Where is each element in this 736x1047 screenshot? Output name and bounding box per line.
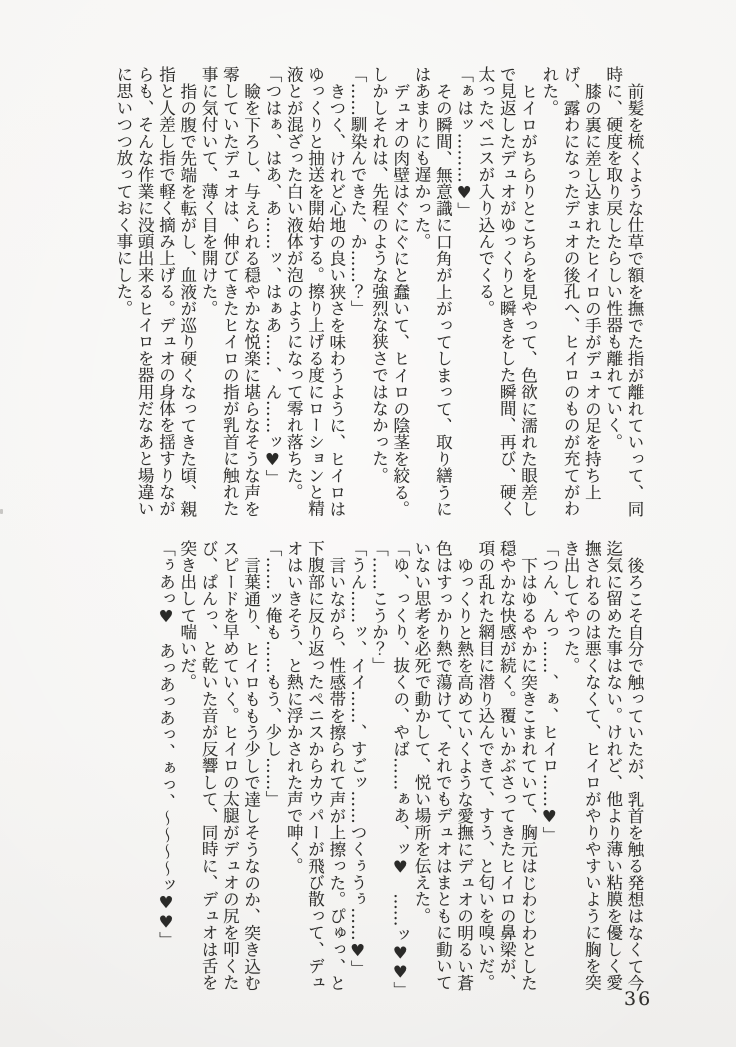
text-paragraph: ヒイロがちらりとこちらを見やって、色欲に濡れた眼差しで見返したデュオがゆっくりと瞬きをした瞬間、再び、硬く太ったペニスが入り込んでくる。 (475, 66, 538, 517)
text-paragraph: 「……こうか？」 (369, 540, 389, 674)
text-paragraph: 下はゆるやかに突きこまれていて、胸元はじわじわとした穏やかな快感が続く。覆いかぶさってきたヒイロの鼻梁が、項の乱れた網目に潜り込んできて、すう、と匂いを嗅いだ。 (475, 540, 538, 991)
text-paragraph: デュオの肉壁はぐにぐにと蠢いて、ヒイロの陰茎を絞る。しかしそれは、先程のような強烈な狭さではなかった。 (369, 66, 410, 517)
text-paragraph: 「ぅあっ♥ あっあっあっ、ぁっ、～～～～ッ♥♥」 (156, 540, 176, 949)
text-paragraph: 「……ッ俺も……もう、少し……」 (262, 540, 282, 808)
text-paragraph: 言葉通り、ヒイロももう少しで達しそうなのか、突き込むスピードを早めていく。ヒイロの太腿がデュオの尻を叩くたび、ぱんっ、と乾いた音が反響して、同時に、デュオは舌を突き出して喘いだ。 (177, 540, 261, 991)
text-paragraph: 「うん……ッ、イイ……、すごッ……つくぅうぅ……♥」 (348, 540, 368, 977)
page-number: 36 (624, 988, 653, 1010)
text-paragraph: 指の腹で先端を転がし、血液が巡り硬くなってきた頃、親指と人差し指で軽く摘み上げる。デュオの身体を揺すりながらも、そんな作業に没頭出来るヒイロを器用だなあと場違いに思いつつ放っておく事にした。 (113, 66, 197, 517)
text-paragraph: 「ゆ、っくり、抜くの、やば……ぁあ、ッ♥ ……ッ♥♥」 (390, 540, 410, 999)
text-paragraph: 瞼を下ろし、与えられる穏やかな悦楽に堪らなそうな声を零していたデュオは、伸びてきたヒイロの指が乳首に触れた事に気付いて、薄く目を開けた。 (199, 66, 261, 517)
text-paragraph: 「……馴染んできた、か……？」 (348, 66, 368, 317)
text-paragraph: 言いながら、性感帯を擦られて声が上擦った。ぴゅっ、と下腹部に反り返ったペニスからカウパーが飛び散って、デュオはいきそう、と熱に浮かされた声で呻く。 (284, 540, 346, 991)
text-paragraph: 「つん、んっ……、ぁ、ヒイロ……♥」 (539, 540, 559, 844)
scan-artifact (0, 509, 3, 514)
vertical-text-band-top (113, 66, 645, 518)
text-paragraph: その瞬間、無意識に口角が上がってしまって、取り繕うにはあまりにも遅かった。 (412, 66, 453, 517)
text-paragraph: 「ぁはッ………♥」 (454, 66, 474, 219)
text-paragraph: 「つはぁ、はあ、あ……ッ、はぁあ……、ん……ッ♥」 (262, 66, 282, 486)
text-paragraph: 膝の裏に差し込まれたヒイロの手がデュオの足を持ち上げ、露わになったデュオの後孔へ、ヒイロのものが充てがわれた。 (539, 66, 602, 517)
vertical-text-band-bottom (155, 540, 645, 999)
text-paragraph: 後ろこそ自分で触っていたが、乳首を触る発想はなくて今迄気に留めた事はない。けれど、他より薄い粘膜を優しく愛撫されるのは悪くなくて、ヒイロがやりやすいように胸を突き出してやった。 (561, 540, 644, 991)
text-paragraph: きつく、けれど心地の良い狭さを味わうように、ヒイロはゆっくりと抽送を開始する。擦り上げる度にローションと精液とが混ざった白い液体が泡のようになって零れ落ちた。 (284, 66, 346, 517)
text-paragraph: 前髪を梳くような仕草で額を撫でた指が離れていって、同時に、硬度を取り戻したらしい性器も離れていく。 (603, 66, 644, 517)
text-paragraph: ゆっくりと熱を高めていくような愛撫にデュオの明るい蒼色はすっかり熱で蕩けて、それでもデュオはまともに動いていない思考を必死で動かして、悦い場所を伝えた。 (412, 540, 474, 991)
